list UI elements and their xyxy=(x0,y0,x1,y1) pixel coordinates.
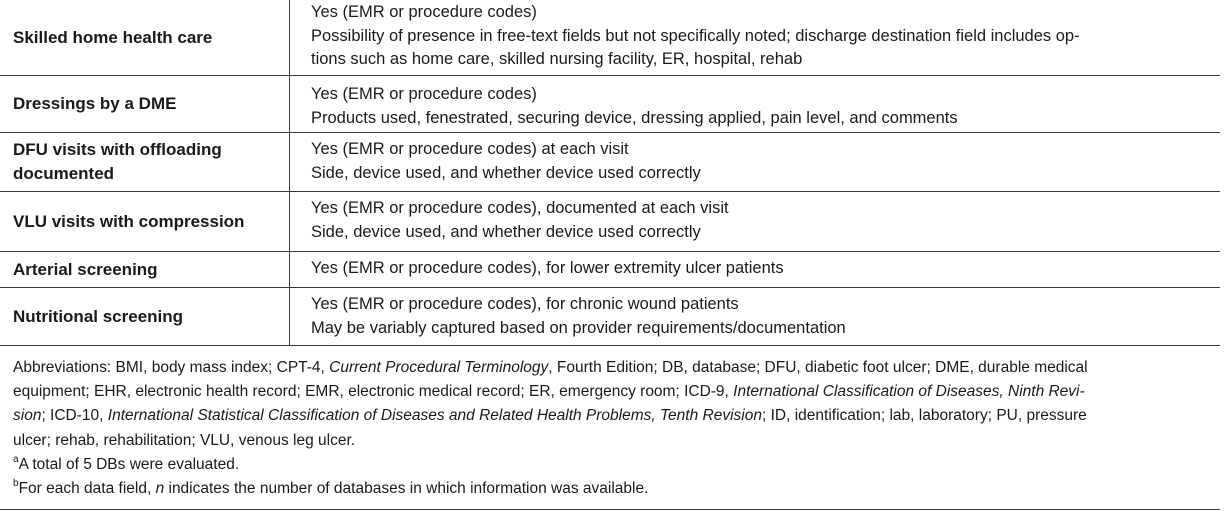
abbreviations-line: ulcer; rehab, rehabilitation; VLU, venous leg ulcer. xyxy=(13,431,356,449)
row-label xyxy=(0,252,290,287)
table-row xyxy=(0,0,1220,76)
table-row xyxy=(0,192,1220,252)
abbrev-text: Abbreviations: BMI, body mass index; CPT-4, xyxy=(13,359,330,376)
abbrev-text: , Fourth Edition; DB, database; DFU, diabetic foot ulcer; DME, durable medical xyxy=(548,359,1088,376)
abbrev-text: equipment; EHR, electronic health record; EMR, electronic medical record; ER, emergency room; ICD-9, xyxy=(13,383,734,401)
row-value xyxy=(290,76,1220,132)
abbreviations-line xyxy=(13,356,1213,380)
row-label-text: DFU visits with offloading xyxy=(13,140,222,159)
value-line: Products used, fenestrated, securing device, dressing applied, pain level, and comments xyxy=(311,108,958,127)
row-label xyxy=(0,192,290,251)
abbrev-text: ; ICD-10, xyxy=(41,407,108,425)
row-value xyxy=(290,0,1220,75)
footnote-a xyxy=(13,453,1213,477)
row-label xyxy=(0,76,290,132)
value-line: Possibility of presence in free-text fields but not specifically noted; discharge destination field includes op- xyxy=(311,26,1080,45)
value-line: Side, device used, and whether device used correctly xyxy=(311,222,701,241)
footnote-b xyxy=(13,477,1213,501)
abbrev-italic: International Statistical Classification of Diseases and Related Health Problems, Tenth Revision xyxy=(107,407,762,425)
value-line: Yes (EMR or procedure codes), documented at each visit xyxy=(311,199,729,217)
value-line: Yes (EMR or procedure codes), for chronic wound patients xyxy=(311,295,739,313)
footnote-b-text: indicates the number of databases in which information was available. xyxy=(164,480,649,498)
footnote-b-italic-n: n xyxy=(155,480,165,498)
table-footnotes xyxy=(13,356,1213,501)
table-row xyxy=(0,76,1220,133)
value-line: tions such as home care, skilled nursing facility, ER, hospital, rehab xyxy=(311,50,803,68)
value-line: Yes (EMR or procedure codes), for lower extremity ulcer patients xyxy=(311,259,784,277)
row-label-text: documented xyxy=(13,164,115,183)
row-value xyxy=(290,288,1220,345)
row-label-text: VLU visits with compression xyxy=(13,211,245,231)
bottom-rule xyxy=(0,509,1220,510)
footnote-b-text: For each data field, xyxy=(18,480,156,498)
table-row xyxy=(0,252,1220,288)
abbrev-italic: International Classification of Diseases, Ninth Revi- xyxy=(733,383,1085,401)
table-row xyxy=(0,288,1220,346)
footnote-a-marker: a xyxy=(13,453,19,465)
value-line: Yes (EMR or procedure codes) at each visit xyxy=(311,140,629,158)
row-value xyxy=(290,133,1220,191)
row-label-text: Dressings by a DME xyxy=(13,94,177,113)
abbreviations-line xyxy=(13,404,1213,428)
row-value xyxy=(290,192,1220,251)
abbrev-italic: sion xyxy=(13,407,42,425)
row-label xyxy=(0,133,290,191)
row-value xyxy=(290,252,1220,287)
footnote-a-text: A total of 5 DBs were evaluated. xyxy=(18,455,240,473)
footnote-b-marker: b xyxy=(13,478,19,490)
value-line: Side, device used, and whether device used correctly xyxy=(311,163,701,182)
table-row xyxy=(0,133,1220,192)
row-label-text: Skilled home health care xyxy=(13,27,213,47)
row-label xyxy=(0,0,290,75)
row-label-text: Nutritional screening xyxy=(13,306,184,326)
value-line: Yes (EMR or procedure codes) xyxy=(311,3,537,21)
abbrev-text: ; ID, identification; lab, laboratory; PU, pressure xyxy=(761,407,1087,425)
row-label xyxy=(0,288,290,345)
abbreviations-line xyxy=(13,380,1213,404)
abbrev-italic: Current Procedural Terminology xyxy=(329,359,549,376)
row-label-text: Arterial screening xyxy=(13,259,158,279)
value-line: May be variably captured based on provider requirements/documentation xyxy=(311,318,846,337)
value-line: Yes (EMR or procedure codes) xyxy=(311,85,537,103)
